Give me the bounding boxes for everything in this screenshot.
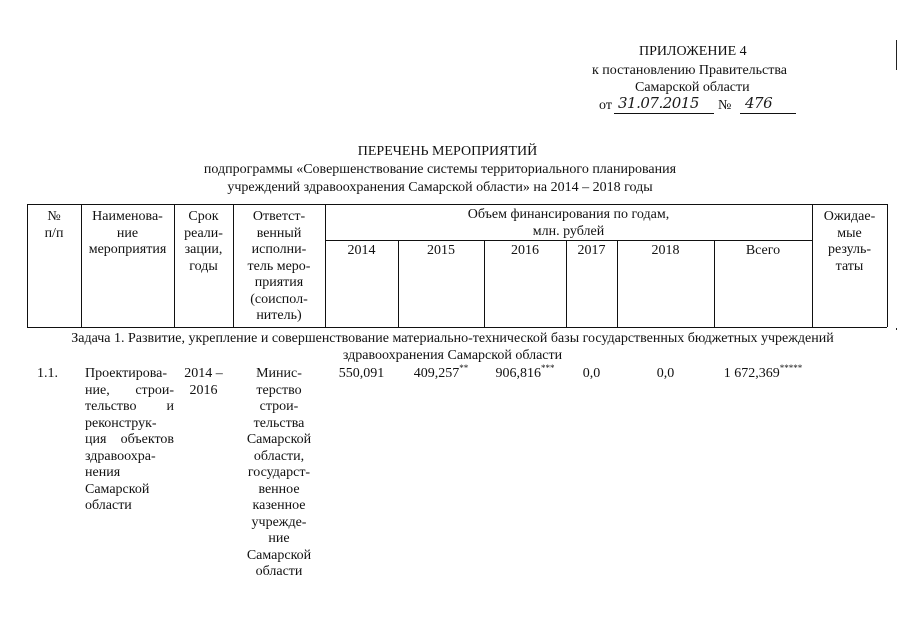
row-term: 2014 – 2016 — [184, 366, 223, 398]
value-total: 1 672,369***** — [723, 363, 803, 381]
row-measure-name: Проектирова- ние, строи- тельство и реконструк- ция объектов здравоохра- нения Самарской области — [85, 366, 174, 513]
resolution-line-2: Самарской области — [635, 80, 750, 95]
col-header-year-2017: 2017 — [577, 243, 606, 258]
col-header-funding: Объем финансирования по годам, млн. рублей — [467, 207, 670, 239]
value-2014: 550,091 — [338, 366, 385, 381]
col-header-expected-results: Ожидае- мые резуль- таты — [823, 209, 876, 274]
number-label: № — [718, 98, 732, 113]
col-header-responsible: Ответст- венный исполни- тель меро- приятия (соиспол- нитель) — [247, 209, 311, 323]
number-underline — [740, 113, 796, 114]
row-responsible: Минис- терство строи- тельства Самарской области, государст- венное казенное учрежде- ние Самарской области — [246, 366, 312, 579]
col-header-term: Срок реали- зации, годы — [184, 209, 223, 274]
subprogram-line-2: учреждений здравоохранения Самарской области» на 2014 – 2018 годы — [227, 180, 653, 195]
document-title: ПЕРЕЧЕНЬ МЕРОПРИЯТИЙ — [357, 144, 538, 159]
col-header-total: Всего — [745, 243, 781, 258]
handwritten-number: 476 — [745, 94, 773, 112]
date-from-label: от — [599, 98, 612, 113]
appendix-title: ПРИЛОЖЕНИЕ 4 — [639, 44, 747, 59]
value-2018: 0,0 — [656, 366, 675, 381]
scan-edge-mark — [896, 328, 897, 330]
subprogram-line-1: подпрограммы «Совершенствование системы территориального планирования — [203, 162, 677, 177]
row-number: 1.1. — [37, 366, 58, 381]
resolution-line-1: к постановлению Правительства — [592, 63, 788, 78]
date-underline — [614, 113, 714, 114]
col-header-year-2018: 2018 — [651, 243, 680, 258]
value-2016: 906,816*** — [495, 363, 555, 381]
col-header-name: Наименова- ние мероприятия — [88, 209, 167, 257]
col-header-year-2014: 2014 — [347, 243, 376, 258]
task-heading-line-2: здравоохранения Самарской области — [342, 348, 563, 363]
col-header-year-2016: 2016 — [511, 243, 539, 258]
col-header-year-2015: 2015 — [427, 243, 455, 258]
scan-edge-mark — [896, 40, 897, 70]
handwritten-date: 31.07.2015 — [618, 94, 699, 112]
value-2015: 409,257** — [413, 363, 469, 381]
task-heading-line-1: Задача 1. Развитие, укрепление и совершенствование материально-технической базы государственных бюджетных учреждений — [71, 331, 834, 346]
col-header-num: № п/п — [44, 209, 64, 241]
value-2017: 0,0 — [582, 366, 601, 381]
